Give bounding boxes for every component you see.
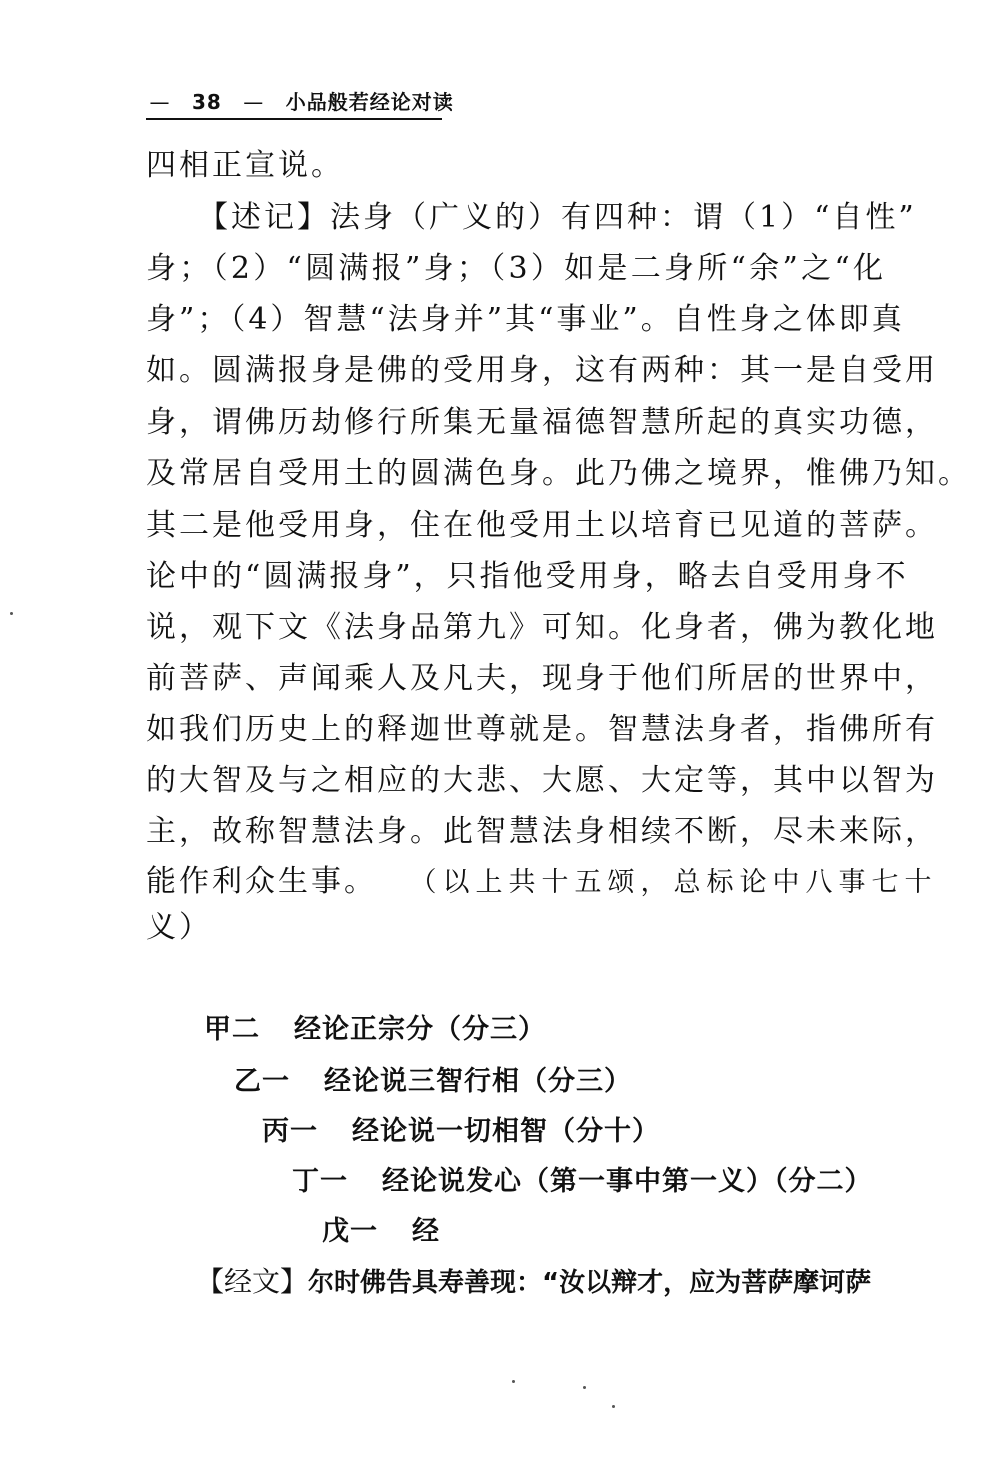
running-header [146,86,454,115]
sutra-label: 【经文】 [196,1265,309,1298]
body-line: 的大智及与之相应的大悲、大愿、大定等，其中以智为 [146,763,938,798]
body-line: 【述记】法身（广义的）有四种：谓（1）“自性” [198,200,917,235]
body-line: 前菩萨、声闻乘人及凡夫，现身于他们所居的世界中， [146,661,938,696]
body-line: 身”；（4）智慧“法身并”其“事业”。自性身之体即真 [146,302,905,337]
page-number: 38 [191,90,222,114]
speck [612,1405,615,1408]
heading-ding [292,1162,873,1202]
book-title: 小品般若经论对读 [285,90,454,114]
heading-label: 戊一 [322,1216,378,1247]
body-line: 如我们历史上的释迦世尊就是。智慧法身者，指佛所有 [146,712,938,747]
body-line-text: 能作利众生事。 [146,864,377,899]
sutra-text: 尔时佛告具寿善现：“汝以辩才，应为菩萨摩诃萨 [308,1268,872,1298]
body-line: 如。圆满报身是佛的受用身，这有两种：其一是自受用 [146,353,938,388]
heading-label: 丙一 [262,1116,318,1147]
body-line: 主，故称智慧法身。此智慧法身相续不断，尽未来际， [146,814,938,849]
body-line: 论中的“圆满报身”，只指他受用身，略去自受用身不 [146,559,909,594]
heading-text: 经论正宗分（分三） [294,1014,546,1045]
body-line: 身，谓佛历劫修行所集无量福德智慧所起的真实功德， [146,405,938,440]
heading-wu [322,1212,440,1252]
speck [10,612,13,615]
heading-text: 经论说发心（第一事中第一义）（分二） [382,1166,873,1197]
heading-text: 经论说一切相智（分十） [352,1116,660,1147]
body-line: 及常居自受用土的圆满色身。此乃佛之境界，惟佛乃知。 [146,456,971,491]
speck [583,1386,586,1389]
body-line: 说，观下文《法身品第九》可知。化身者，佛为教化地 [146,610,938,645]
sutra-line [196,1262,871,1303]
header-rule [146,118,442,120]
heading-label: 乙一 [234,1066,290,1097]
heading-bing [262,1112,660,1152]
speck [512,1380,515,1383]
heading-text: 经 [412,1216,440,1247]
body-line: 身；（2）“圆满报”身；（3）如是二身所“余”之“化 [146,251,886,286]
header-dash-right: — [243,90,265,114]
body-line: 义） [146,910,212,945]
heading-label: 甲二 [204,1014,260,1045]
summary-note: （以上共十五颂，总标论中八事七十 [409,867,938,898]
header-dash-left: — [149,90,171,114]
heading-text: 经论说三智行相（分三） [324,1066,632,1097]
body-line: 四相正宣说。 [146,148,344,183]
heading-yi [234,1062,632,1102]
heading-label: 丁一 [292,1166,348,1197]
heading-jia [204,1010,546,1050]
body-line-last [146,862,938,903]
body-line: 其二是他受用身，住在他受用土以培育已见道的菩萨。 [146,508,938,543]
